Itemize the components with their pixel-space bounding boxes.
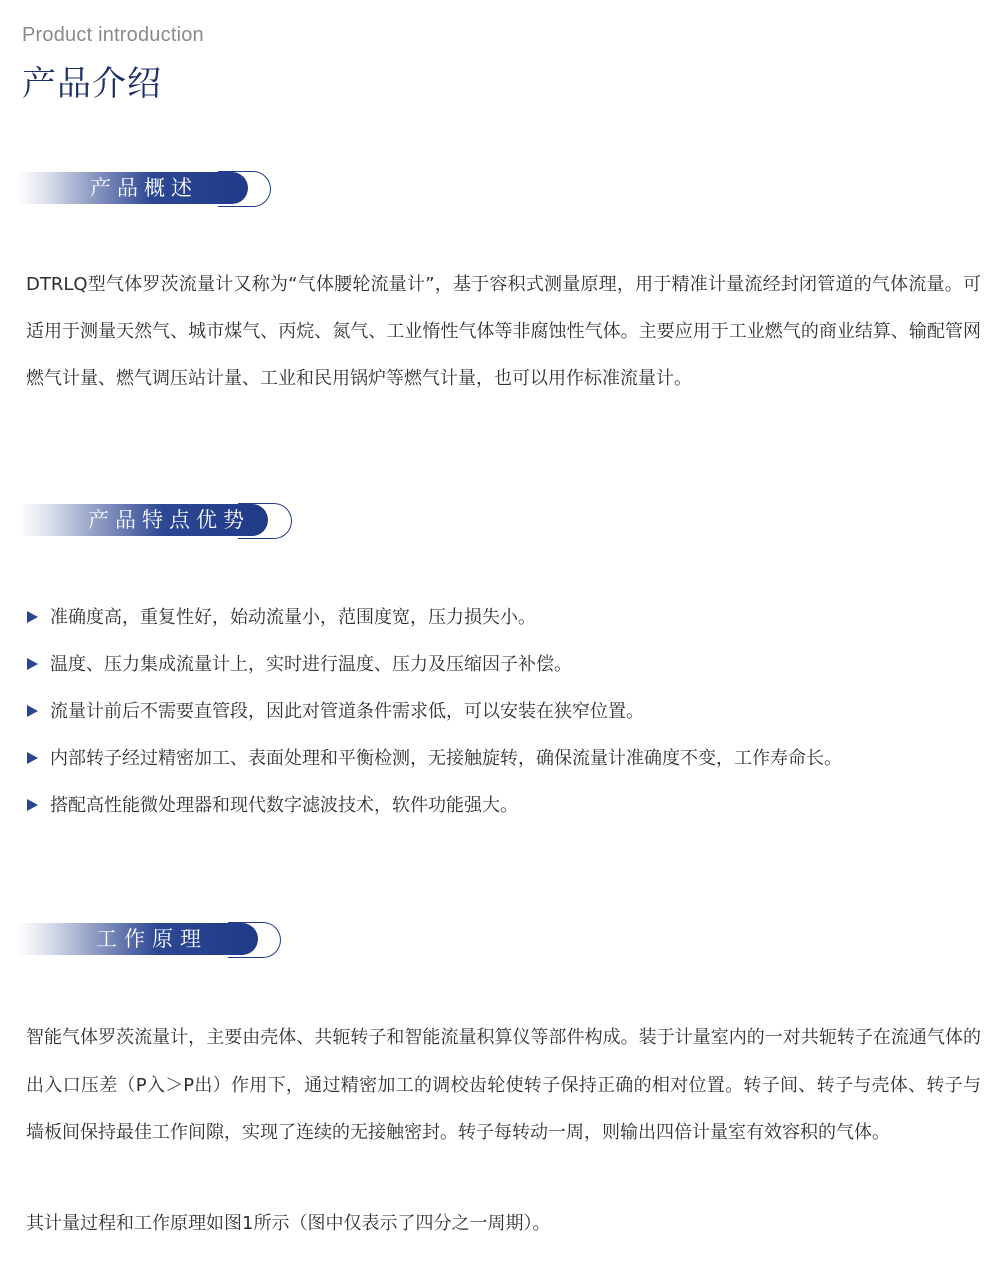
triangle-bullet-icon <box>27 658 38 670</box>
principle-note: 其计量过程和工作原理如图1所示（图中仅表示了四分之一周期）。 <box>26 1213 551 1234</box>
feature-item <box>26 782 976 829</box>
section-heading-features: 产品特点优势 <box>88 508 250 532</box>
feature-item <box>26 688 976 735</box>
feature-item <box>26 735 976 782</box>
triangle-bullet-icon <box>27 611 38 623</box>
feature-text: 准确度高，重复性好，始动流量小，范围度宽，压力损失小。 <box>50 607 536 628</box>
feature-item <box>26 641 976 688</box>
page-subtitle: Product introduction <box>22 24 204 46</box>
section-heading-principle: 工作原理 <box>96 927 208 951</box>
feature-list <box>26 594 976 829</box>
page-title: 产品介绍 <box>22 64 162 104</box>
feature-item <box>26 594 976 641</box>
triangle-bullet-icon <box>27 752 38 764</box>
principle-paragraph: 智能气体罗茨流量计，主要由壳体、共轭转子和智能流量积算仪等部件构成。装于计量室内的一对共轭转子在流通气体的出入口压差（P入＞P出）作用下，通过精密加工的调校齿轮使转子保持正确的相对位置。转子间、转子与壳体、转子与墙板间保持最佳工作间隙，实现了连续的无接触密封。转子每转动一周，则输出四倍计量室有效容积的气体。 <box>26 1027 981 1143</box>
triangle-bullet-icon <box>27 705 38 717</box>
banner-outline <box>218 171 271 207</box>
triangle-bullet-icon <box>27 799 38 811</box>
feature-text: 温度、压力集成流量计上，实时进行温度、压力及压缩因子补偿。 <box>50 654 572 675</box>
overview-paragraph: DTRLQ型气体罗茨流量计又称为“气体腰轮流量计”，基于容积式测量原理，用于精准计量流经封闭管道的气体流量。可适用于测量天然气、城市煤气、丙烷、氮气、工业惰性气体等非腐蚀性气体。主要应用于工业燃气的商业结算、输配管网燃气计量、燃气调压站计量、工业和民用锅炉等燃气计量，也可以用作标准流量计。 <box>26 274 981 389</box>
banner-outline <box>228 922 281 958</box>
feature-text: 搭配高性能微处理器和现代数字滤波技术，软件功能强大。 <box>50 795 518 816</box>
feature-text: 流量计前后不需要直管段，因此对管道条件需求低，可以安装在狭窄位置。 <box>50 701 644 722</box>
feature-text: 内部转子经过精密加工、表面处理和平衡检测，无接触旋转，确保流量计准确度不变，工作寿命长。 <box>50 748 842 769</box>
section-heading-overview: 产品概述 <box>90 176 198 200</box>
